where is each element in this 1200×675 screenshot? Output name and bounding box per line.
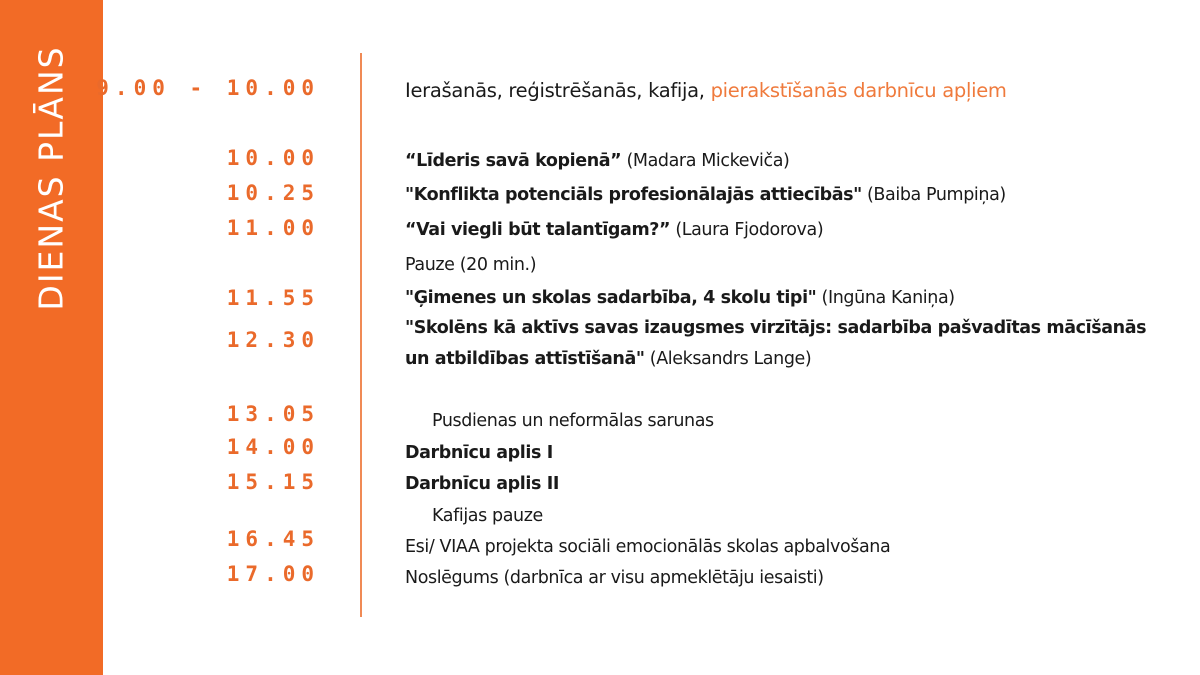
time-label: 14.00 [226, 435, 320, 459]
time-label: 12.30 [226, 328, 320, 352]
item-text: Esi/ VIAA projekta sociāli emocionālās skolas apbalvošana [405, 537, 891, 557]
time-label: 13.05 [226, 402, 320, 426]
time-label: 10.25 [226, 181, 320, 205]
talk-speaker: (Baiba Pumpiņa) [861, 185, 1006, 205]
item-text: Kafijas pauze [432, 506, 543, 526]
schedule-item-talk [405, 149, 789, 173]
talk-speaker: (Madara Mickeviča) [621, 151, 790, 171]
item-title: Darbnīcu aplis I [405, 443, 553, 463]
schedule-item-talk [405, 286, 955, 310]
item-text: Pauze (20 min.) [405, 255, 537, 275]
schedule-item-lunch [432, 409, 714, 433]
talk-speaker: (Aleksandrs Lange) [644, 349, 812, 369]
time-label: 9.00 - 10.00 [96, 76, 320, 100]
talk-title: "Ģimenes un skolas sadarbība, 4 skolu tipi" [405, 288, 817, 308]
time-label: 17.00 [226, 562, 320, 586]
schedule-item-closing [405, 566, 824, 590]
schedule-item-awards [405, 535, 890, 559]
time-label: 11.55 [226, 286, 320, 310]
talk-title: “Vai viegli būt talantīgam?” [405, 220, 671, 240]
talk-title-line1: "Skolēns kā aktīvs savas izaugsmes virzītājs: sadarbība pašvadītas mācīšanās [405, 318, 1147, 338]
talk-speaker: (Laura Fjodorova) [670, 220, 824, 240]
schedule-item-talk [405, 183, 1006, 207]
column-divider [360, 53, 362, 617]
talk-title-line2: un atbildības attīstīšanā" [405, 349, 645, 369]
schedule-item-workshop [405, 472, 559, 496]
talk-speaker: (Ingūna Kaniņa) [816, 288, 955, 308]
item-text: Noslēgums (darbnīca ar visu apmeklētāju iesaisti) [405, 568, 824, 588]
item-text: Pusdienas un neformālas sarunas [432, 411, 714, 431]
page-title: DIENAS PLĀNS [31, 45, 71, 311]
talk-title: “Līderis savā kopienā” [405, 151, 622, 171]
time-label: 10.00 [226, 146, 320, 170]
time-label: 15.15 [226, 470, 320, 494]
talk-title: "Konflikta potenciāls profesionālajās attiecībās" [405, 185, 862, 205]
schedule-item-break [405, 253, 536, 277]
schedule-item-coffee-break [432, 504, 543, 528]
item-text: Ierašanās, reģistrēšanās, kafija, [405, 79, 711, 102]
schedule-item-talk-cont [405, 347, 811, 371]
schedule-item-talk [405, 316, 1146, 340]
item-highlight: pierakstīšanās darbnīcu apļiem [710, 79, 1007, 102]
time-label: 11.00 [226, 216, 320, 240]
schedule-item-arrival [405, 79, 1007, 103]
sidebar-banner [0, 0, 103, 675]
item-title: Darbnīcu aplis II [405, 474, 559, 494]
schedule-item-talk [405, 218, 823, 242]
schedule-item-workshop [405, 441, 553, 465]
time-label: 16.45 [226, 527, 320, 551]
